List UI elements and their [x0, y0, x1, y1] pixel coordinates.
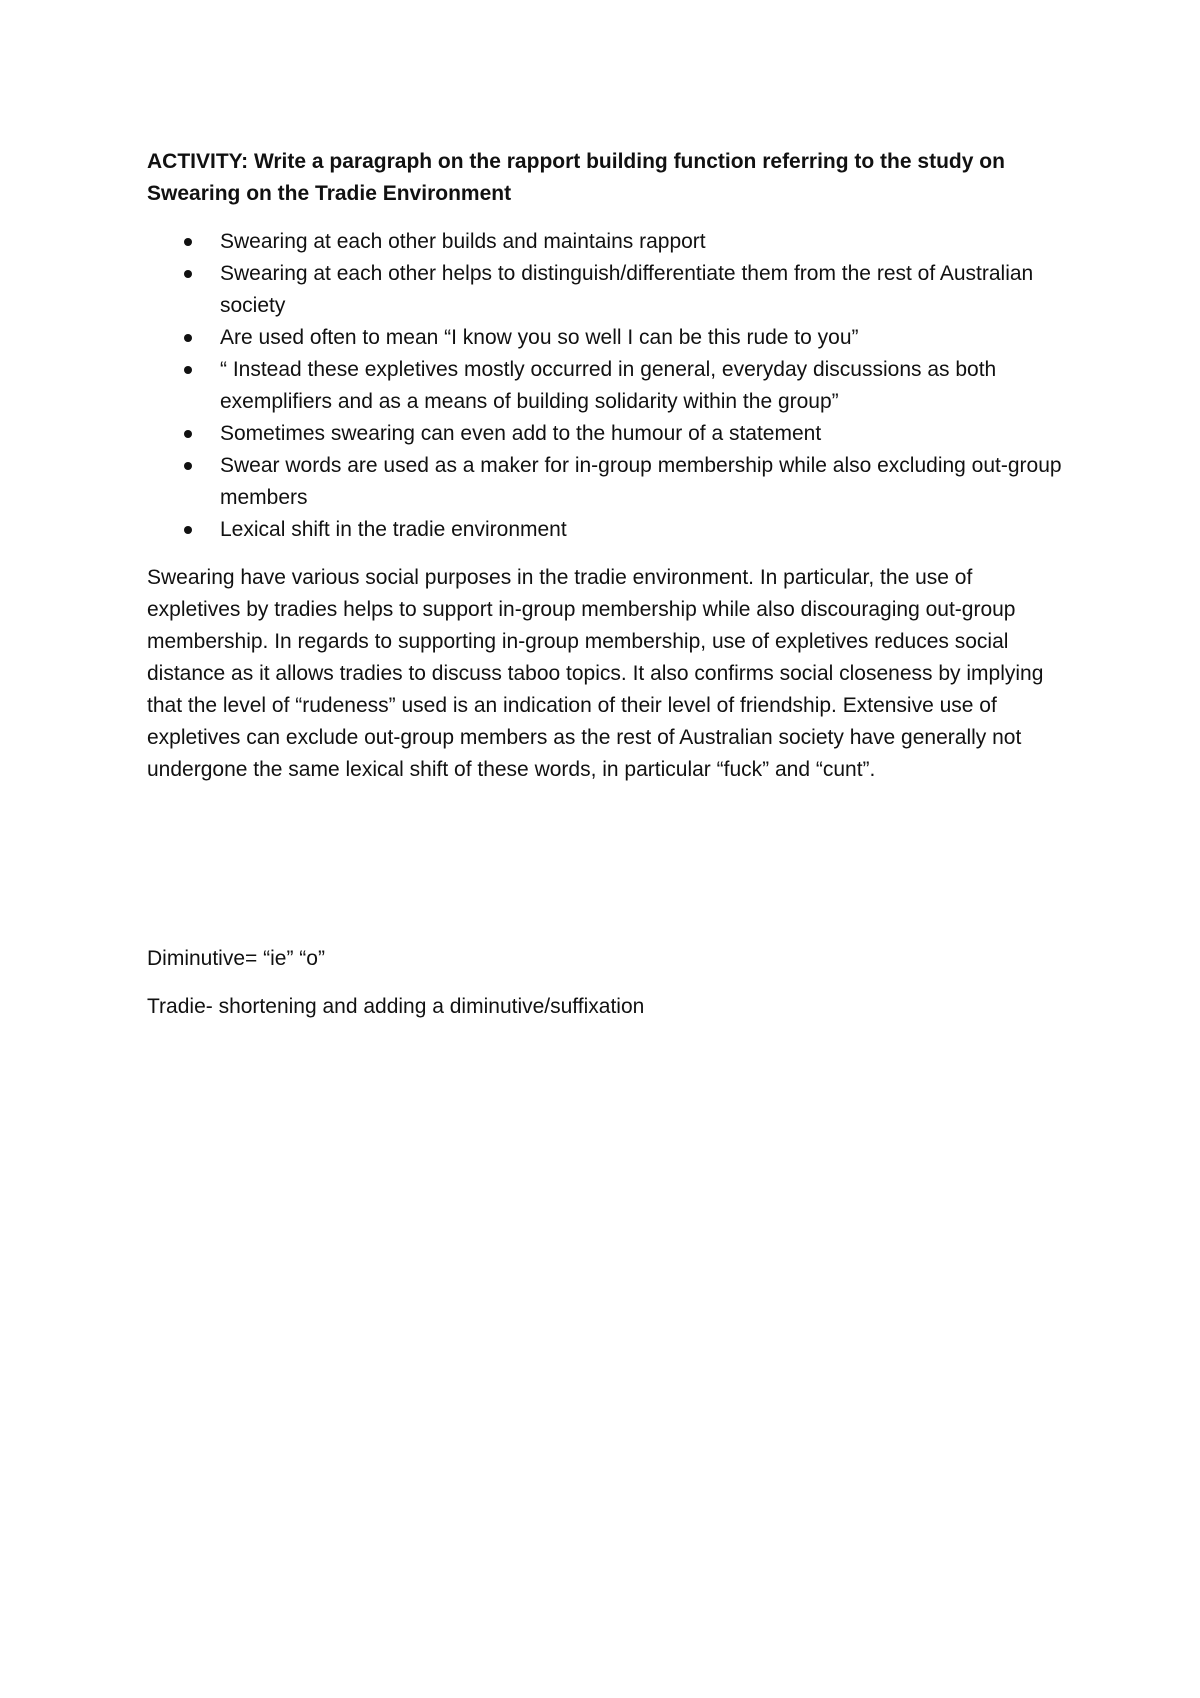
diminutive-note: Diminutive= “ie” “o”: [147, 947, 325, 970]
body-paragraph: Swearing have various social purposes in the tradie environment. In particular, the use of expletives by tradies helps to support in-group membership while also discouraging out-group membership. In regards to supporting in-group membership, use of expletives reduces social distance as it allows tradies to discuss taboo topics. It also confirms social closeness by implying that the level of “rudeness” used is an indication of their level of friendship. Extensive use of expletives can exclude out-group members as the rest of Australian society have generally not undergone the same lexical shift of these words, in particular “fuck” and “cunt”.: [147, 566, 1044, 781]
bullet-icon: [184, 462, 192, 470]
tradie-note: Tradie- shortening and adding a diminutive/suffixation: [147, 995, 645, 1018]
bullet-icon: [184, 366, 192, 374]
bullet-icon: [184, 238, 192, 246]
bullet-item: [147, 450, 1067, 514]
bullet-icon: [184, 270, 192, 278]
bullet-text: Swearing at each other builds and maintains rapport: [220, 230, 706, 253]
bullet-item: [147, 514, 1067, 546]
bullet-icon: [184, 526, 192, 534]
bullet-text: Swear words are used as a maker for in-group membership while also excluding out-group members: [220, 454, 1062, 509]
document-content: [147, 146, 1067, 1023]
bullet-text: Sometimes swearing can even add to the humour of a statement: [220, 422, 822, 445]
bullet-text: Lexical shift in the tradie environment: [220, 518, 567, 541]
bullet-item: [147, 226, 1067, 258]
bullet-text: Are used often to mean “I know you so well I can be this rude to you”: [220, 326, 859, 349]
bullet-item: [147, 322, 1067, 354]
bullet-icon: [184, 334, 192, 342]
bullet-item: [147, 418, 1067, 450]
bullet-item: [147, 354, 1067, 418]
activity-heading: ACTIVITY: Write a paragraph on the rapport building function referring to the study on Swearing on the Tradie Environment: [147, 150, 1005, 205]
bullet-icon: [184, 430, 192, 438]
bullet-item: [147, 258, 1067, 322]
bullet-text: “ Instead these expletives mostly occurred in general, everyday discussions as both exemplifiers and as a means of building solidarity within the group”: [220, 358, 997, 413]
bullet-text: Swearing at each other helps to distinguish/differentiate them from the rest of Australian society: [220, 262, 1034, 317]
bullet-list: [147, 226, 1067, 546]
